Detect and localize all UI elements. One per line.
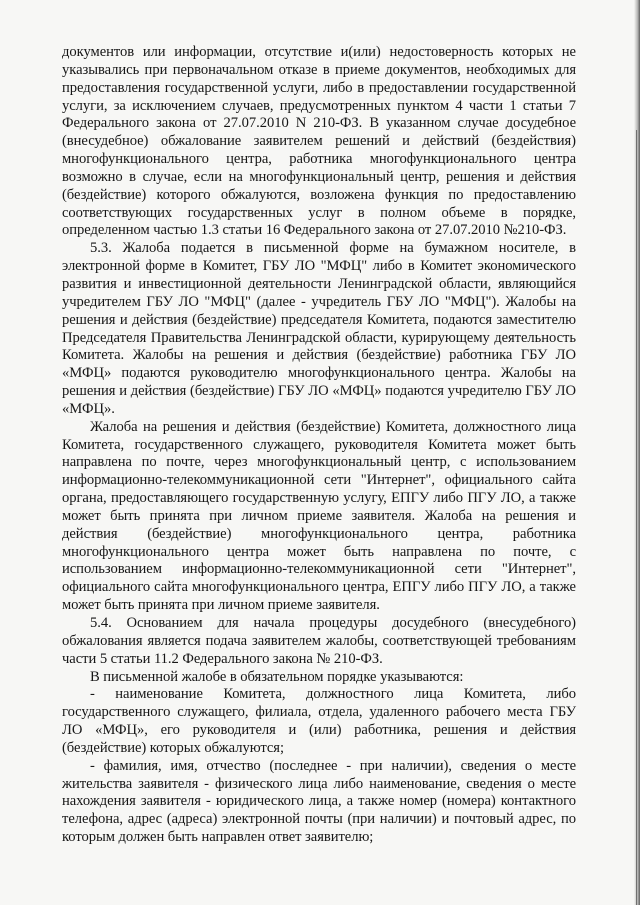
paragraph-required-items-intro: В письменной жалобе в обязательном порядке указываются: xyxy=(90,668,464,685)
document-body xyxy=(62,44,576,847)
scan-edge-shadow xyxy=(634,0,640,905)
paragraph-complaint-submission: Жалоба на решения и действия (бездействие) Комитета, должностного лица Комитета, государственного служащего, руководителя Комитета может быть направлена по почте, через многофункциональный центр, с использованием информационно-телекоммуникационной сети "Интернет", официального сайта органа, предоставляющего государственную услугу, ЕПГУ либо ПГУ ЛО, а также может быть принята при личном приеме заявителя. Жалоба на решения и действия (бездействие) многофункционального центра, работника многофункционального центра может быть направлена по почте, с использованием информационно-телекоммуникационной сети "Интернет", официального сайта многофункционального центра, ЕПГУ либо ПГУ ЛО, а также может быть принята при личном приеме заявителя. xyxy=(62,418,576,614)
paragraph-continuation: документов или информации, отсутствие и(или) недостоверность которых не указывались при первоначальном отказе в приеме документов, необходимых для предоставления государственной услуги, либо в предоставлении государственной услуги, за исключением случаев, предусмотренных пунктом 4 части 1 статьи 7 Федерального закона от 27.07.2010 N 210-ФЗ. В указанном случае досудебное (внесудебное) обжалование заявителем решений и действий (бездействия) многофункционального центра, работника многофункционального центра возможно в случае, если на многофункциональный центр, решения и действия (бездействие) которого обжалуются, возложена функция по предоставлению соответствующих государственных услуг в полном объеме в порядке, определенном частью 1.3 статьи 16 Федерального закона от 27.07.2010 №210-ФЗ. xyxy=(62,44,576,239)
paragraph-5-3: 5.3. Жалоба подается в письменной форме на бумажном носителе, в электронной форме в Комитет, ГБУ ЛО "МФЦ" либо в Комитет экономического развития и инвестиционной деятельности Ленинградской области, являющийся учредителем ГБУ ЛО "МФЦ" (далее - учредитель ГБУ ЛО "МФЦ"). Жалобы на решения и действия (бездействие) председателя Комитета, подаются заместителю Председателя Правительства Ленинградской области, курирующему деятельность Комитета. Жалобы на решения и действия (бездействие) работника ГБУ ЛО «МФЦ» подаются руководителю многофункционального центра. Жалобы на решения и действия (бездействие) ГБУ ЛО «МФЦ» подаются учредителю ГБУ ЛО «МФЦ». xyxy=(62,240,576,417)
paragraph-5-4: 5.4. Основанием для начала процедуры досудебного (внесудебного) обжалования является подача заявителем жалобы, соответствующей требованиям части 5 статьи 11.2 Федерального закона № 210-ФЗ. xyxy=(62,615,576,667)
list-item-committee-name: - наименование Комитета, должностного лица Комитета, либо государственного служащего, филиала, отдела, удаленного рабочего места ГБУ ЛО «МФЦ», его руководителя и (или) работника, решения и действия (бездействие) которых обжалуются; xyxy=(62,686,576,756)
scan-edge-line xyxy=(636,130,637,905)
list-item-applicant-details: - фамилия, имя, отчество (последнее - при наличии), сведения о месте жительства заявителя - физического лица либо наименование, сведения о месте нахождения заявителя - юридического лица, а также номер (номера) контактного телефона, адрес (адреса) электронной почты (при наличии) и почтовый адрес, по которым должен быть направлен ответ заявителю; xyxy=(62,757,576,846)
